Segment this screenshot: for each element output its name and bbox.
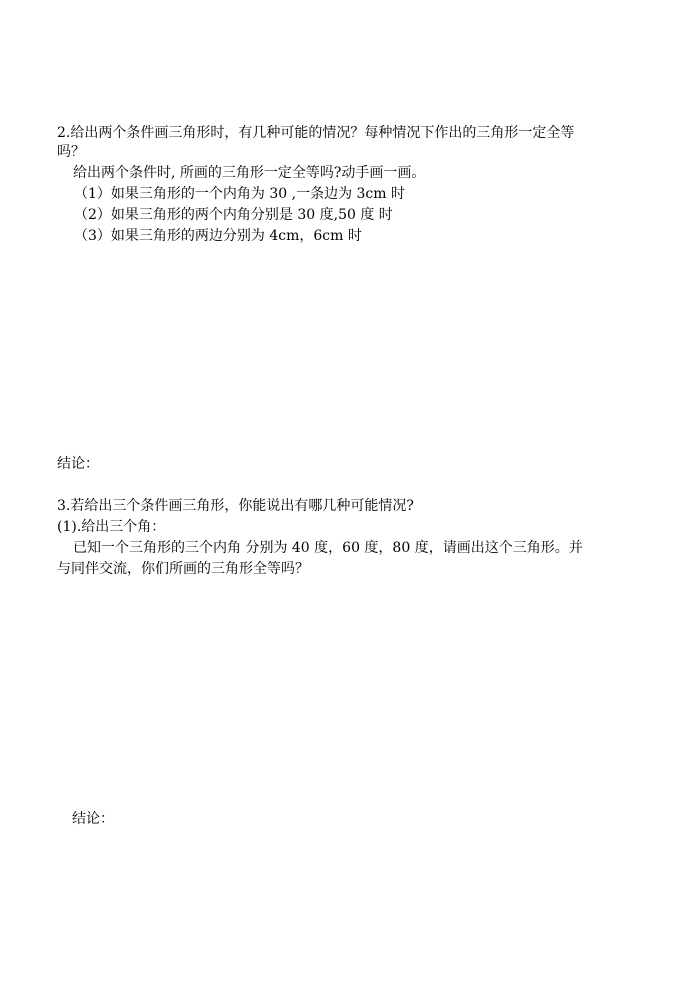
question-2-item-3: （3）如果三角形的两边分别为 4cm，6cm 时 <box>74 228 362 244</box>
question-2-prompt: 给出两个条件时, 所画的三角形一定全等吗?动手画一画。 <box>73 165 426 181</box>
question-2-item-2: （2）如果三角形的两个内角分别是 30 度,50 度 时 <box>74 207 393 223</box>
question-2-line-1: 2.给出两个条件画三角形时，有几种可能的情况？每种情况下作出的三角形一定全等 <box>57 125 575 141</box>
question-3-description-line-1: 已知一个三角形的三个内角 分别为 40 度，60 度，80 度，请画出这个三角形。并 <box>73 540 583 556</box>
question-2-item-1: （1）如果三角形的一个内角为 30 ,一条边为 3cm 时 <box>74 186 405 202</box>
question-3-description-line-2: 与同伴交流，你们所画的三角形全等吗？ <box>57 561 309 577</box>
question-2-line-2: 吗？ <box>57 144 85 160</box>
question-3-conclusion: 结论： <box>72 811 114 827</box>
question-3-sub-heading: (1).给出三个角： <box>57 519 166 535</box>
question-3: 3.若给出三个条件画三角形，你能说出有哪几种可能情况? <box>57 498 414 514</box>
question-2-conclusion: 结论： <box>57 456 99 472</box>
